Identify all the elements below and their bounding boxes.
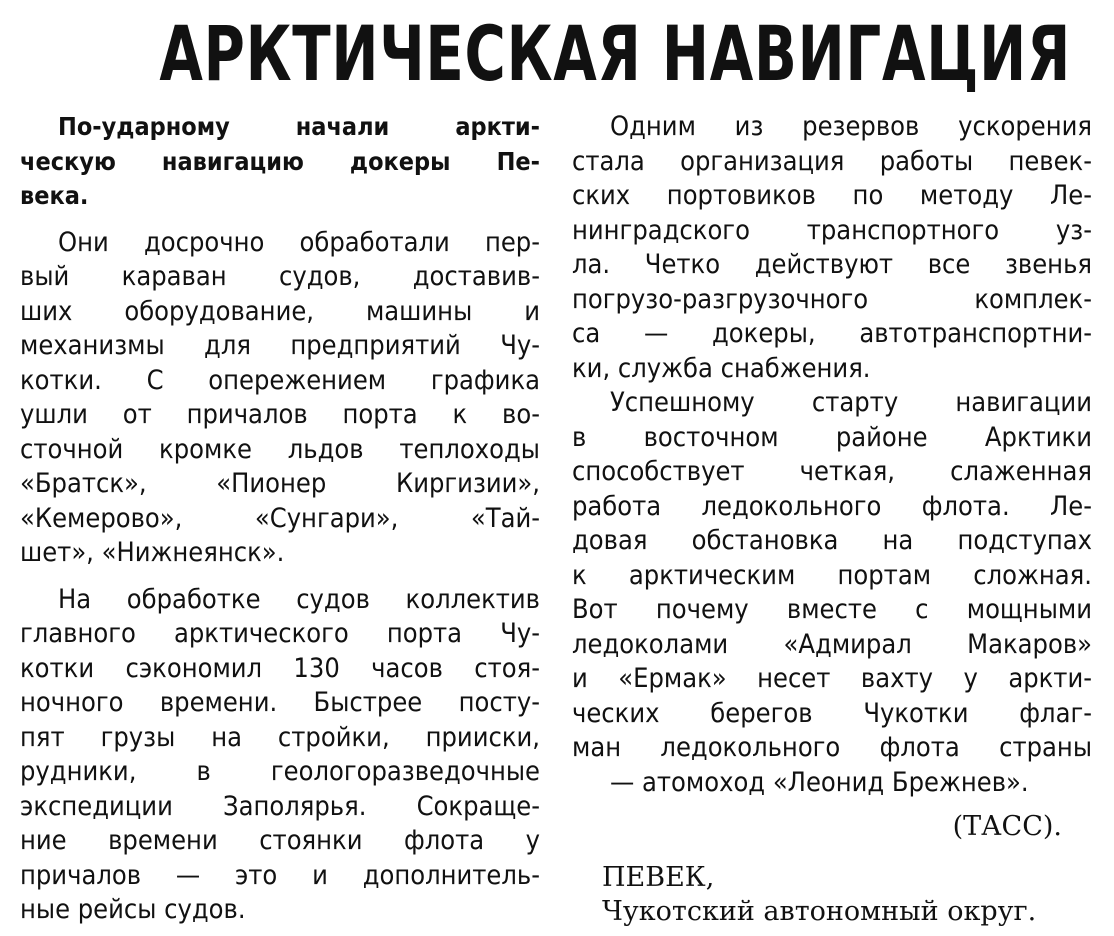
text-line: Успешному старту навигации <box>610 387 1092 418</box>
text-line: ских портовиков по методу Ле- <box>572 180 1092 211</box>
text-line: котки сэкономил 130 часов стоя- <box>20 652 540 684</box>
text-line: ших оборудование, машины и <box>20 295 540 327</box>
text-line: «Братск», «Пионер Киргизии», <box>20 468 540 499</box>
article-columns <box>20 110 1092 930</box>
text-line: способствует четкая, слаженная <box>572 456 1092 487</box>
text-line: ческих берегов Чукотки флаг- <box>572 697 1092 729</box>
text-line: нинградского транспортного уз- <box>572 214 1092 246</box>
text-line: По-ударному начали аркти- <box>58 112 540 141</box>
text-line: ушли от причалов порта к во- <box>20 399 540 430</box>
text-line: ние времени стоянки флота у <box>20 825 540 856</box>
text-line: и «Ермак» несет вахту у аркти- <box>572 663 1092 694</box>
text-line: к арктическим портам сложная. <box>572 559 1092 591</box>
lead-paragraph <box>20 110 540 214</box>
paragraph <box>572 386 1092 800</box>
text-line: ки, служба снабжения. <box>572 352 871 384</box>
text-line: вый караван судов, доставив- <box>20 261 540 292</box>
text-line: ла. Четко действуют все звенья <box>572 249 1092 280</box>
news-agency-credit: (ТАСС). <box>952 811 1062 842</box>
text-line: рудники, в геологоразведочные <box>20 756 540 787</box>
text-line: стала организация работы певек- <box>572 145 1092 177</box>
text-line: ные рейсы судов. <box>20 894 246 925</box>
text-line: На обработке судов коллектив <box>58 583 540 615</box>
paragraph <box>572 110 1092 386</box>
dateline-place: ПЕВЕК, <box>602 861 715 893</box>
text-line: Вот почему вместе с мощными <box>572 594 1092 625</box>
dateline-region: Чукотский автономный округ. <box>602 896 1037 927</box>
text-line: века. <box>20 181 89 210</box>
text-line: пят грузы на стройки, прииски, <box>20 721 540 753</box>
left-column <box>20 110 540 930</box>
text-line: довая обстановка на подступах <box>572 525 1092 556</box>
headline: АРКТИЧЕСКАЯ НАВИГАЦИЯ <box>159 9 1072 98</box>
text-line: причалов — это и дополнитель- <box>20 859 540 891</box>
text-line: работа ледокольного флота. Ле- <box>572 490 1092 522</box>
paragraph <box>20 583 540 928</box>
text-line: погрузо-разгрузочного комплек- <box>572 283 1092 315</box>
text-line: экспедиции Заполярья. Сокраще- <box>20 790 540 822</box>
text-line: ческую навигацию докеры Пе- <box>20 146 540 176</box>
text-line: ман ледокольного флота страны <box>572 732 1092 763</box>
text-line: в восточном районе Арктики <box>572 421 1092 453</box>
text-line: ледоколами «Адмирал Макаров» <box>572 628 1092 660</box>
text-line: шет», «Нижнеянск». <box>20 537 285 568</box>
text-line: котки. С опережением графика <box>20 364 540 396</box>
text-line: — атомоход «Леонид Брежнев». <box>610 766 1029 798</box>
text-line: «Кемерово», «Сунгари», «Тай- <box>20 502 540 534</box>
text-line: Одним из резервов ускорения <box>610 111 1092 142</box>
text-line: сточной кромке льдов теплоходы <box>20 433 540 465</box>
right-column <box>572 110 1092 930</box>
text-line: ночного времени. Быстрее посту- <box>20 687 540 718</box>
text-line: Они досрочно обработали пер- <box>58 226 540 258</box>
text-line: главного арктического порта Чу- <box>20 618 540 649</box>
paragraph <box>20 226 540 571</box>
text-line: механизмы для предприятий Чу- <box>20 330 540 361</box>
text-line: са — докеры, автотранспортни- <box>572 318 1092 349</box>
